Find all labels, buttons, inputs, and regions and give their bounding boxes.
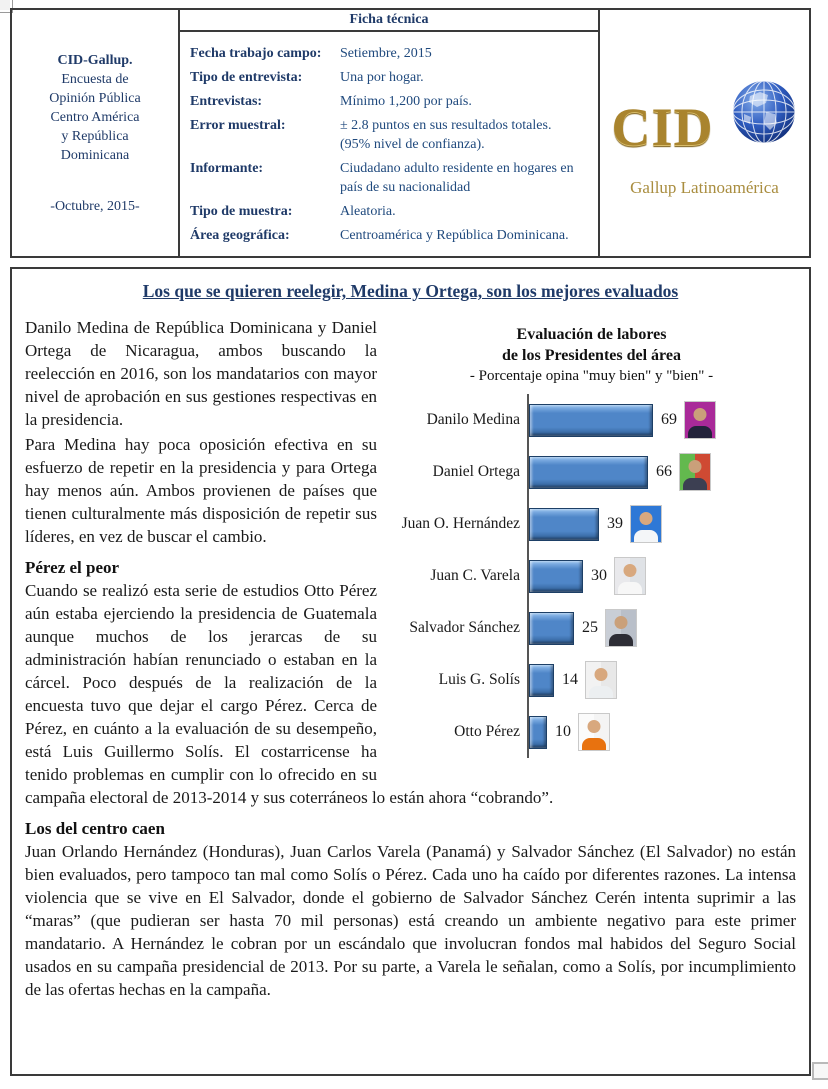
- photo-head: [694, 408, 707, 421]
- chart-bar-row: [387, 706, 796, 758]
- chart-value-label: 69: [661, 411, 677, 428]
- survey-description-line: Opinión Pública: [49, 90, 141, 106]
- ficha-row-value: ± 2.8 puntos en sus resultados totales. (95% nivel de confianza).: [340, 118, 552, 152]
- photo-head: [689, 460, 702, 473]
- photo-torso: [634, 530, 658, 543]
- chart-plot-area: [527, 446, 796, 498]
- chart-plot-area: [527, 654, 796, 706]
- ficha-tecnica-body: [180, 32, 598, 256]
- article-headline: Los que se quieren reelegir, Medina y Ortega, son los mejores evaluados: [142, 281, 679, 301]
- photo-torso: [589, 686, 613, 699]
- president-photo: [684, 401, 716, 439]
- ficha-row: [190, 159, 592, 197]
- ficha-row-label: Error muestral:: [190, 118, 286, 133]
- chart-bar: [529, 456, 648, 489]
- ficha-row: [190, 68, 592, 87]
- photo-head: [588, 720, 601, 733]
- chart-title-line2: de los Presidentes del área: [502, 347, 681, 364]
- chart-category-label: Salvador Sánchez: [409, 619, 520, 636]
- ficha-row-label: Entrevistas:: [190, 94, 263, 109]
- ficha-row: [190, 92, 592, 111]
- chart-category-label: Otto Pérez: [454, 723, 520, 740]
- chart-bar-row: [387, 602, 796, 654]
- chart-value-label: 10: [555, 723, 571, 740]
- subhead-los-del-centro-caen: Los del centro caen: [25, 819, 165, 838]
- masthead-table: [10, 8, 811, 258]
- ficha-tecnica-title: Ficha técnica: [180, 10, 598, 32]
- chart-rows: [387, 394, 796, 758]
- ficha-row: [190, 116, 592, 154]
- survey-description-line: Encuesta de: [61, 71, 129, 87]
- chart-bar: [529, 404, 653, 437]
- org-name: CID-Gallup.: [57, 52, 133, 68]
- chart-category-label: Juan C. Varela: [430, 567, 520, 584]
- presidents-evaluation-chart: [387, 316, 796, 763]
- ficha-row-value: Setiembre, 2015: [340, 46, 432, 61]
- chart-bar-row: [387, 446, 796, 498]
- chart-bar: [529, 716, 547, 749]
- photo-torso: [609, 634, 633, 647]
- issue-date: -Octubre, 2015-: [50, 198, 140, 214]
- chart-value-label: 25: [582, 619, 598, 636]
- chart-value-label: 66: [656, 463, 672, 480]
- ficha-row-label: Tipo de entrevista:: [190, 70, 303, 85]
- chart-category-label: Daniel Ortega: [432, 463, 520, 480]
- article-box: [10, 267, 811, 1076]
- ficha-row-value: Una por hogar.: [340, 70, 424, 85]
- paragraph-2: Para Medina hay poca oposición efectiva en su esfuerzo de repetir en la presidencia y para Ortega hay menos aún. Ambos provienen de países que tienen culturalmente más disposición de repetir sus líderes, en vez de buscar el cambio.: [25, 435, 377, 546]
- ficha-row-value: Ciudadano adulto residente en hogares en país de su nacionalidad: [340, 161, 574, 195]
- chart-category-label: Danilo Medina: [426, 411, 520, 428]
- paragraph-4: Juan Orlando Hernández (Honduras), Juan Carlos Varela (Panamá) y Salvador Sánchez (El Salvador) no están bien evaluados, pero tampoco tan mal como Solís o Pérez. Cada uno ha caído por diferentes razones. La intensa violencia que se vive en El Salvador, donde el gobierno de Salvador Sánchez Cerén intenta suprimir a las “maras” (que pudieran ser hasta 70 mil personas) está creando un ambiente negativo para este primer mandatario. A Hernández le cobran por un escándalo que involucran fondos mal habidos del Seguro Social usados en su campaña presidencial de 2013. Por su parte, a Varela le señalan, como a Solís, por incumplimiento de las ofertas hechas en la campaña.: [25, 842, 796, 999]
- ficha-tecnica-cell: [180, 10, 600, 256]
- logo-subtitle: Gallup Latinoamérica: [630, 178, 779, 197]
- president-photo: [679, 453, 711, 491]
- chart-plot-area: [527, 550, 796, 602]
- chart-category-label: Juan O. Hernández: [401, 515, 520, 532]
- chart-title-line1: Evaluación de labores: [516, 326, 667, 343]
- cid-gallup-logo: [610, 68, 800, 198]
- survey-description-line: Centro América: [50, 109, 140, 125]
- photo-torso: [582, 738, 606, 751]
- chart-plot-area: [527, 394, 796, 446]
- ficha-row-label: Área geográfica:: [190, 228, 290, 243]
- chart-bar-row: [387, 498, 796, 550]
- ficha-row-value: Aleatoria.: [340, 204, 396, 219]
- chart-plot-area: [527, 602, 796, 654]
- ficha-row: [190, 202, 592, 221]
- chart-bar: [529, 612, 574, 645]
- ficha-row-label: Informante:: [190, 161, 264, 176]
- ficha-row-value: Centroamérica y República Dominicana.: [340, 228, 569, 243]
- chart-bar: [529, 664, 554, 697]
- table-resize-handle-icon[interactable]: [812, 1062, 828, 1080]
- logo-cell: [600, 10, 809, 256]
- chart-bar: [529, 560, 583, 593]
- ficha-row: [190, 226, 592, 245]
- chart-subtitle: - Porcentaje opina "muy bien" y "bien" -: [469, 368, 714, 384]
- photo-torso: [683, 478, 707, 491]
- photo-head: [595, 668, 608, 681]
- globe-icon: [730, 78, 798, 151]
- subhead-perez-el-peor: Pérez el peor: [25, 558, 120, 577]
- survey-description-line: y República: [61, 128, 129, 144]
- masthead-left-cell: [12, 10, 180, 256]
- chart-value-label: 14: [562, 671, 578, 688]
- photo-head: [640, 512, 653, 525]
- chart-bar-row: [387, 394, 796, 446]
- ficha-row-label: Fecha trabajo campo:: [190, 46, 322, 61]
- president-photo: [578, 713, 610, 751]
- president-photo: [630, 505, 662, 543]
- survey-description-line: Dominicana: [60, 147, 130, 163]
- photo-torso: [688, 426, 712, 439]
- ficha-row: [190, 44, 592, 63]
- paragraph-3: Cuando se realizó esta serie de estudios Otto Pérez aún estaba ejerciendo la presidencia de Guatemala aunque muchos de los jerarcas de su administración habían renunciado o estaban en la cárcel. Poco después de la realización de la encuesta tuvo que dejar el cargo Pérez. Cerca de Pérez, en cuánto a la evaluación de su desempeño, está Luis Guillermo Solís. El costarricense ha tenido problemas en cumplir con lo ofrecido en su campaña electoral de 2013-2014 y sus coterráneos lo están ahora “cobrando”.: [25, 581, 554, 807]
- ficha-row-label: Tipo de muestra:: [190, 204, 293, 219]
- ficha-row-value: Mínimo 1,200 por país.: [340, 94, 472, 109]
- chart-bar-row: [387, 654, 796, 706]
- photo-head: [624, 564, 637, 577]
- chart-value-label: 39: [607, 515, 623, 532]
- chart-bar-row: [387, 550, 796, 602]
- paragraph-1: Danilo Medina de República Dominicana y Daniel Ortega de Nicaragua, ambos buscando la reelección en 2016, son los mandatarios con mayor nivel de aprobación en sus gestiones respectivas en la presidencia.: [25, 318, 377, 429]
- survey-description: [49, 70, 140, 165]
- chart-bar: [529, 508, 599, 541]
- president-photo: [614, 557, 646, 595]
- photo-torso: [618, 582, 642, 595]
- chart-value-label: 30: [591, 567, 607, 584]
- chart-category-label: Luis G. Solís: [438, 671, 520, 688]
- photo-head: [615, 616, 628, 629]
- chart-plot-area: [527, 498, 796, 550]
- president-photo: [605, 609, 637, 647]
- president-photo: [585, 661, 617, 699]
- logo-acronym: CID: [611, 97, 714, 157]
- article-body: [25, 316, 796, 1001]
- chart-plot-area: [527, 706, 796, 758]
